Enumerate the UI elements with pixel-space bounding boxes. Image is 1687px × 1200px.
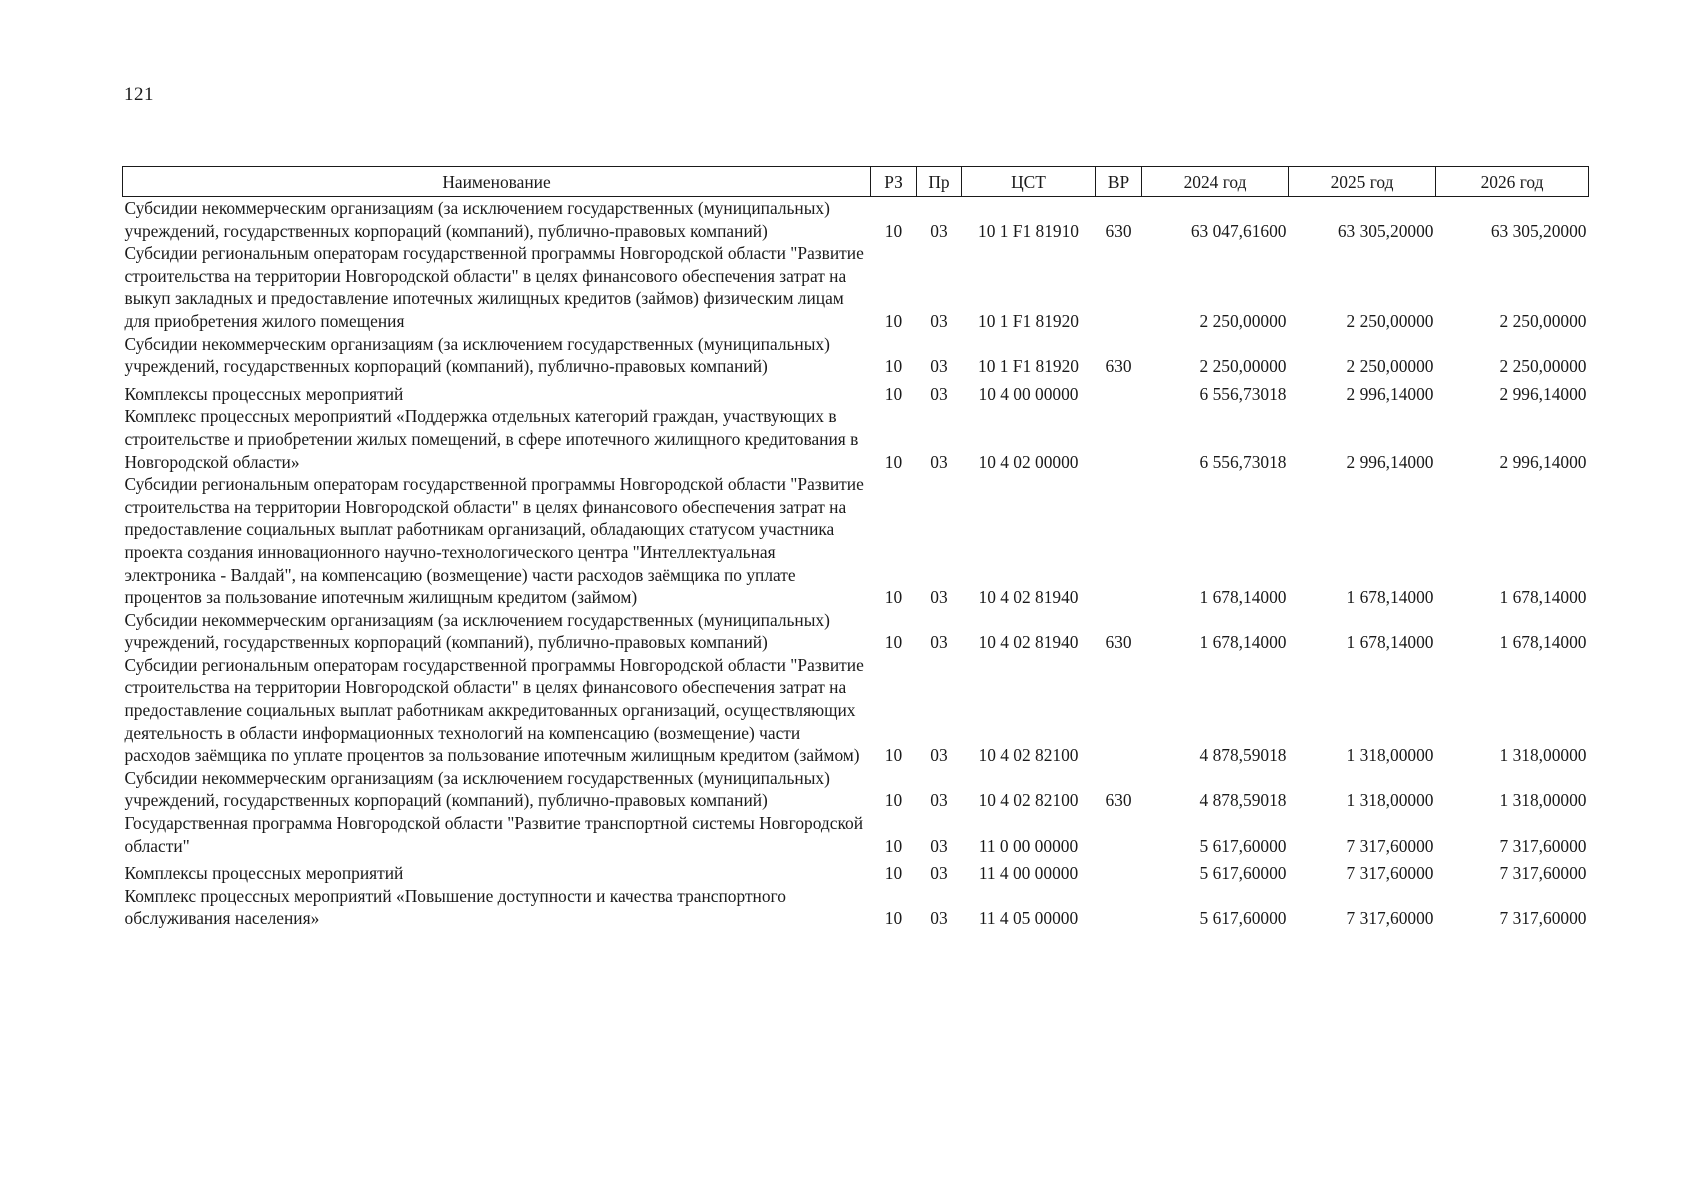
- row-2026: 1 318,00000: [1499, 745, 1587, 766]
- row-rz: 10: [884, 863, 903, 884]
- row-rz: 10: [884, 310, 903, 331]
- row-name: Субсидии некоммерческим организациям (за исключением государственных (муниципальных) учреждений, государственных корпораций (компаний), публично-правовых компаний): [124, 333, 830, 377]
- row-cst: 10 4 02 82100: [978, 790, 1079, 811]
- row-vr: [1096, 378, 1142, 406]
- row-2024: 5 617,60000: [1199, 863, 1287, 884]
- row-2024: 2 250,00000: [1199, 356, 1287, 377]
- row-2026: 63 305,20000: [1490, 220, 1587, 241]
- row-2026: 7 317,60000: [1499, 835, 1587, 856]
- budget-table: [122, 166, 1589, 930]
- row-vr: 630: [1105, 790, 1132, 811]
- row-2024: 5 617,60000: [1199, 835, 1287, 856]
- row-cst: 10 1 F1 81910: [978, 220, 1079, 241]
- row-2024: 1 678,14000: [1199, 587, 1287, 608]
- row-2025: 1 318,00000: [1346, 745, 1434, 766]
- row-2025: 2 996,14000: [1346, 451, 1434, 472]
- table-row: [123, 333, 1589, 378]
- row-cst: 10 4 02 81940: [978, 632, 1079, 653]
- row-name: Субсидии некоммерческим организациям (за исключением государственных (муниципальных) учреждений, государственных корпораций (компаний), публично-правовых компаний): [124, 609, 830, 653]
- row-2026: 2 250,00000: [1499, 310, 1587, 331]
- row-2026: 2 996,14000: [1499, 451, 1587, 472]
- row-vr: [1096, 885, 1142, 930]
- row-name: Комплексы процессных мероприятий: [124, 863, 404, 884]
- table-row: [123, 378, 1589, 406]
- row-rz: 10: [884, 451, 903, 472]
- row-2026: 2 250,00000: [1499, 356, 1587, 377]
- row-pr: 03: [930, 587, 948, 608]
- row-rz: 10: [884, 790, 903, 811]
- row-vr: [1096, 654, 1142, 767]
- table-row: [123, 609, 1589, 654]
- header-2025: 2025 год: [1289, 167, 1436, 197]
- row-2026: 1 678,14000: [1499, 632, 1587, 653]
- row-2024: 4 878,59018: [1199, 790, 1287, 811]
- row-pr: 03: [930, 835, 948, 856]
- row-cst: 10 4 00 00000: [978, 383, 1079, 404]
- row-pr: 03: [930, 220, 948, 241]
- header-rz: РЗ: [871, 167, 917, 197]
- row-2025: 7 317,60000: [1346, 908, 1434, 929]
- row-name: Государственная программа Новгородской области "Развитие транспортной системы Новгородской области": [124, 813, 864, 856]
- row-pr: 03: [930, 356, 948, 377]
- row-2025: 2 996,14000: [1346, 383, 1434, 404]
- row-pr: 03: [930, 790, 948, 811]
- row-2025: 1 678,14000: [1346, 587, 1434, 608]
- row-name: Субсидии региональным операторам государственной программы Новгородской области "Развитие строительства на территории Новгородской области" в целях финансового обеспечения затрат на предоставление социальных выплат работникам организаций, обладающих статусом участника проекта создания инновационного научно-технологического центра "Интеллектуальная электроника - Валдай", на компенсацию (возмещение) части расходов заёмщика по уплате процентов за пользование ипотечным жилищным кредитом (займом): [124, 474, 864, 608]
- row-cst: 10 4 02 81940: [978, 587, 1079, 608]
- row-name: Комплекс процессных мероприятий «Поддержка отдельных категорий граждан, участвующих в строительстве и приобретении жилых помещений, в сфере ипотечного жилищного кредитования в Новгородской области»: [124, 406, 859, 472]
- row-2025: 63 305,20000: [1337, 220, 1434, 241]
- row-2025: 7 317,60000: [1346, 863, 1434, 884]
- row-pr: 03: [930, 632, 948, 653]
- row-2024: 6 556,73018: [1199, 451, 1287, 472]
- row-name: Субсидии некоммерческим организациям (за исключением государственных (муниципальных) учреждений, государственных корпораций (компаний), публично-правовых компаний): [124, 767, 830, 811]
- row-2024: 4 878,59018: [1199, 745, 1287, 766]
- page-number: 121: [124, 84, 154, 105]
- row-vr: [1096, 857, 1142, 885]
- row-pr: 03: [930, 383, 948, 404]
- row-cst: 10 4 02 00000: [978, 451, 1079, 472]
- row-cst: 10 4 02 82100: [978, 745, 1079, 766]
- row-vr: 630: [1105, 356, 1132, 377]
- row-2024: 63 047,61600: [1190, 220, 1287, 241]
- row-cst: 11 4 00 00000: [978, 863, 1079, 884]
- row-rz: 10: [884, 745, 903, 766]
- row-vr: [1096, 405, 1142, 473]
- table-body: [123, 197, 1589, 931]
- header-name: Наименование: [123, 167, 871, 197]
- row-2025: 1 318,00000: [1346, 790, 1434, 811]
- row-rz: 10: [884, 835, 903, 856]
- row-vr: 630: [1105, 632, 1132, 653]
- row-2024: 5 617,60000: [1199, 908, 1287, 929]
- table-row: [123, 857, 1589, 885]
- row-pr: 03: [930, 863, 948, 884]
- header-2026: 2026 год: [1436, 167, 1589, 197]
- row-2026: 7 317,60000: [1499, 908, 1587, 929]
- row-rz: 10: [884, 220, 903, 241]
- row-name: Комплекс процессных мероприятий «Повышение доступности и качества транспортного обслуживания населения»: [124, 885, 786, 929]
- row-rz: 10: [884, 587, 903, 608]
- row-cst: 11 0 00 00000: [978, 835, 1079, 856]
- table-row: [123, 885, 1589, 930]
- row-2024: 1 678,14000: [1199, 632, 1287, 653]
- row-name: Субсидии региональным операторам государственной программы Новгородской области "Развитие строительства на территории Новгородской области" в целях финансового обеспечения затрат на выкуп закладных и предоставление ипотечных жилищных кредитов (займов) физическим лицам для приобретения жилого помещения: [124, 243, 864, 331]
- row-2025: 7 317,60000: [1346, 835, 1434, 856]
- row-cst: 10 1 F1 81920: [978, 310, 1079, 331]
- row-rz: 10: [884, 632, 903, 653]
- row-cst: 10 1 F1 81920: [978, 356, 1079, 377]
- row-2026: 1 318,00000: [1499, 790, 1587, 811]
- header-vr: ВР: [1096, 167, 1142, 197]
- row-2026: 2 996,14000: [1499, 383, 1587, 404]
- row-vr: [1096, 473, 1142, 609]
- row-vr: 630: [1105, 220, 1132, 241]
- row-2026: 7 317,60000: [1499, 863, 1587, 884]
- table-row: [123, 812, 1589, 857]
- table-row: [123, 405, 1589, 473]
- row-name: Субсидии региональным операторам государственной программы Новгородской области "Развитие строительства на территории Новгородской области" в целях финансового обеспечения затрат на предоставление социальных выплат работникам аккредитованных организаций, осуществляющих деятельность в области информационных технологий на компенсацию (возмещение) части расходов заёмщика по уплате процентов за пользование ипотечным жилищным кредитом (займом): [124, 654, 864, 766]
- table-row: [123, 242, 1589, 332]
- row-2024: 2 250,00000: [1199, 310, 1287, 331]
- header-2024: 2024 год: [1142, 167, 1289, 197]
- row-2025: 2 250,00000: [1346, 356, 1434, 377]
- row-2025: 1 678,14000: [1346, 632, 1434, 653]
- row-vr: [1096, 242, 1142, 332]
- row-vr: [1096, 812, 1142, 857]
- row-rz: 10: [884, 356, 903, 377]
- row-name: Комплексы процессных мероприятий: [124, 383, 404, 404]
- row-2025: 2 250,00000: [1346, 310, 1434, 331]
- header-cst: ЦСТ: [962, 167, 1096, 197]
- row-name: Субсидии некоммерческим организациям (за исключением государственных (муниципальных) учреждений, государственных корпораций (компаний), публично-правовых компаний): [124, 198, 830, 241]
- row-2026: 1 678,14000: [1499, 587, 1587, 608]
- row-2024: 6 556,73018: [1199, 383, 1287, 404]
- table-header: [123, 167, 1589, 197]
- header-pr: Пр: [917, 167, 962, 197]
- table-row: [123, 767, 1589, 812]
- table-row: [123, 197, 1589, 243]
- row-rz: 10: [884, 383, 903, 404]
- row-pr: 03: [930, 908, 948, 929]
- row-pr: 03: [930, 745, 948, 766]
- header-row: [123, 167, 1589, 197]
- row-pr: 03: [930, 451, 948, 472]
- table-row: [123, 473, 1589, 609]
- row-cst: 11 4 05 00000: [978, 908, 1079, 929]
- table-row: [123, 654, 1589, 767]
- row-rz: 10: [884, 908, 903, 929]
- row-pr: 03: [930, 310, 948, 331]
